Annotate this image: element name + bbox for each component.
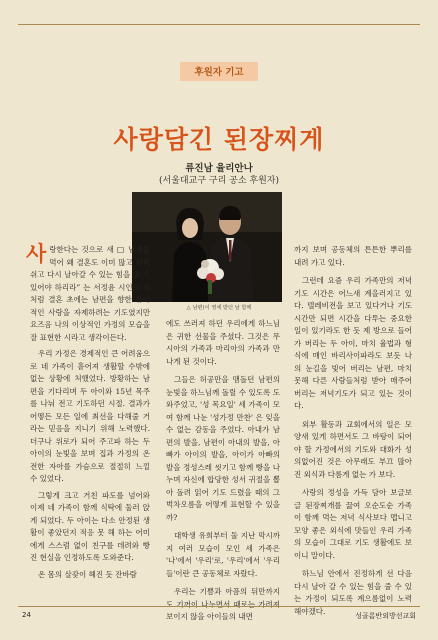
paragraph: 그들은 허공만을 맴돌던 남편의 눈빛을 하느님께 돌릴 수 있도록 도와주었고, '성 목요일' 세 가족이 모여 함께 나눈 '성가정 만찬' 은 잊을 수 없는 감동을 주었다. 아내가 남편의 발을, 남편이 아내의 발을, 아빠가 아이의 발을, 아이가 아빠의 발을 정성스레 씻기고 함께 빵을 나누며 자신에 합당한 성서 귀절을 뽑아 돌려 읽어 기도 드렸을 때의 그 벅차오름을 어떻게 표현할 수 있을까? (166, 375, 280, 522)
paragraph: 외부 활동과 교회에서의 일은 모양새 있게 하면서도 그 바탕이 되어야 할 가정에서의 기도와 대화가 성의없어진 것은 아무래도 부끄 많아진 외식과 다름게 없는 가 보다. (294, 419, 412, 479)
photo-caption-text: 남편(이 영세 받던 날 함께 (192, 305, 252, 311)
section-tag: 후원자 기고 (180, 62, 257, 81)
couple-photo (132, 192, 282, 302)
paragraph: 까지 보며 공동체의 튼튼한 뿌리를 내려 가고 있다. (294, 245, 412, 267)
paragraph: 사랑의 정성을 가득 담아 보글보글 된장찌개를 끓여 오순도순 가족이 함께 먹는 저녁 식사보다 맵니고 모양 좋은 외식에 맛들인 우리 가족의 모습이 그대로 기도 생활에도 보이니 말이다. (294, 488, 412, 560)
paragraph: 온 몸의 살갗이 헤진 듯 잔바람 (38, 569, 137, 579)
section-tag-wrap (0, 62, 438, 81)
paragraph: 하느님 안에서 진정하게 선 다음 다시 날아 갈 수 있는 힘을 줄 수 있는 가정이 되도록 계으름없이 노력해야겠다. (294, 569, 412, 616)
article-title: 사랑담긴 된장찌게 (113, 125, 325, 154)
paragraph: 우리 가정은 경제적인 큰 어려움으로 네 가족이 흩어져 생활할 수밖에 없는 상황에 처했었다. 방황하는 남편을 기다리며 두 아이와 15년 목주를 나눠 전고 기도하던 시절. 결과가 어떻든 모든 일에 최선을 다해줄 거라는 믿음을 지니기 위해 노력했다. 더구나 위로가 되어 주고파 하는 두 아이의 눈빛을 보며 집과 가정의 온전한 자아를 가슴으로 절절히 느낄 수 있었다. (30, 349, 150, 483)
article-column-3 (294, 244, 412, 618)
article-author: 류진남 율리안나 (185, 163, 253, 174)
paragraph-text: 랑한다는 것으로 새 □ 남생을 먹어 왜 결혼도 이미 많고 편히 쉬고 다시 날아갈 수 있는 힘을 줄 수 있어야 하리라” 는 서정윤 시인의 시처럼 결혼 초에는 남편을 향한 유아적인 사랑을 자제하려는 기도였지만 요즈음 나의 이상적인 가정의 모습을 잘 표현한 시라고 생각이든다. (30, 245, 150, 342)
bottom-rule (18, 606, 420, 607)
paragraph: 우리는 기쁨과 아픔의 뒤만까지도 기꺼이 나누면서 때로는 가려져 보이지 않을 아이들의 내면 (166, 587, 280, 621)
triangle-bullet-icon: △ (186, 305, 191, 311)
paragraph: 그렇게 크고 거친 파도를 넘어와 이제 네 가족이 함께 식탁에 둘러 앉게 되었다. 두 아이는 다소 안정된 생활이 좋았던지 적응 못 해 하는 어미에게 스스럼 없이 친구를 데려와 빵진 현실을 인정하도록 도와준다. (30, 490, 150, 562)
paragraph: 그런데 요즘 우리 가족만의 저녁 기도 시간은 어느새 계을러지고 있다. 텔레비전을 보고 있다거나 기도 시간만 되면 시간을 다투는 중요한 일이 있기라도 한 듯 제 방으로 들어가 버리는 두 아이, 마치 율법과 형식에 매인 바리사이파라도 보듯 나의 눈길을 빛어 버리는 남편, 마치 못해 다른 사람들처럼 받아 매주어 버리는 저녁기도가 되고 있는 것이다. (294, 276, 412, 410)
article-column-2 (166, 318, 280, 624)
page-number: 24 (22, 611, 31, 619)
paragraph: 에도 쓰러져 하던 우리에게 하느님은 귀한 선물을 주셨다. 그것은 무시아의 가족과 마리아의 가족과 만나게 된 것이다. (166, 319, 280, 366)
publication-name: 성골롬반외방선교회 (355, 612, 416, 620)
article-column-1 (26, 241, 150, 581)
drop-cap: 사 (26, 241, 47, 266)
paragraph (26, 241, 150, 344)
article-affiliation: (서울대교구 구리 공소 후원자) (159, 176, 279, 186)
top-rule (18, 24, 420, 25)
paragraph: 대학생 유희부터 둘 지난 막시까지 여러 모습이 모인 세 가족은 '나'에서 '우리'로, '우리'에서 '우리들'이란 큰 공동체로 자랐다. (166, 531, 280, 578)
